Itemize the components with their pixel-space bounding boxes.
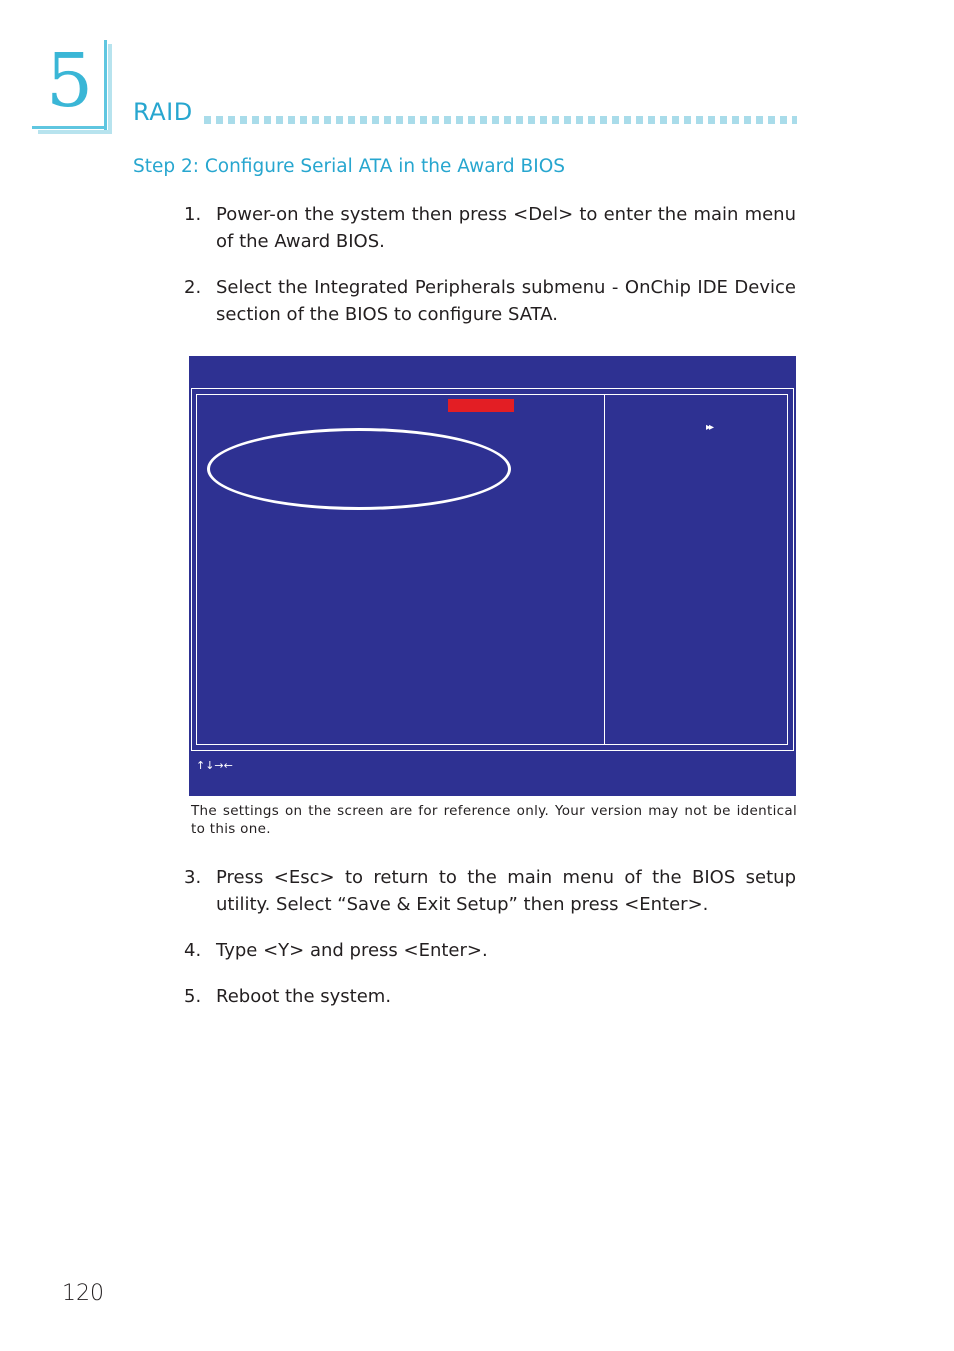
bios-screenshot xyxy=(189,356,796,796)
list-item-text: Press <Esc> to return to the main menu of the BIOS setup utility. Select “Save & Exit Setup” then press <Enter>. xyxy=(216,867,796,915)
section-title: RAID xyxy=(133,98,193,126)
list-item-text: Type <Y> and press <Enter>. xyxy=(216,940,488,961)
list-item-text: Select the Integrated Peripherals submenu - OnChip IDE Device section of the BIOS to configure SATA. xyxy=(216,277,796,325)
list-item-number: 5. xyxy=(184,986,202,1007)
page-number: 120 xyxy=(62,1281,104,1306)
list-item-number: 3. xyxy=(184,867,202,888)
chapter-bar-horizontal xyxy=(32,126,107,129)
list-item-text: Reboot the system. xyxy=(216,986,392,1007)
list-item-number: 4. xyxy=(184,940,202,961)
list-item-text: Power-on the system then press <Del> to enter the main menu of the Award BIOS. xyxy=(216,204,796,252)
nav-arrows-icon: ↑↓→← xyxy=(196,759,233,772)
submenu-arrow-icon: ▸▸ xyxy=(706,422,713,433)
step-heading: Step 2: Configure Serial ATA in the Award BIOS xyxy=(133,156,565,177)
bios-help-panel xyxy=(604,394,788,745)
list-item-number: 1. xyxy=(184,204,202,225)
chapter-number: 5 xyxy=(46,38,94,124)
chapter-bar-vertical xyxy=(104,40,107,130)
screenshot-caption: The settings on the screen are for reference only. Your version may not be identical to this one. xyxy=(191,803,797,837)
title-dotted-rule xyxy=(204,116,797,124)
chapter-number-block xyxy=(32,40,108,132)
bios-highlight-bar xyxy=(448,399,514,412)
highlight-ellipse xyxy=(207,428,511,510)
list-item-number: 2. xyxy=(184,277,202,298)
